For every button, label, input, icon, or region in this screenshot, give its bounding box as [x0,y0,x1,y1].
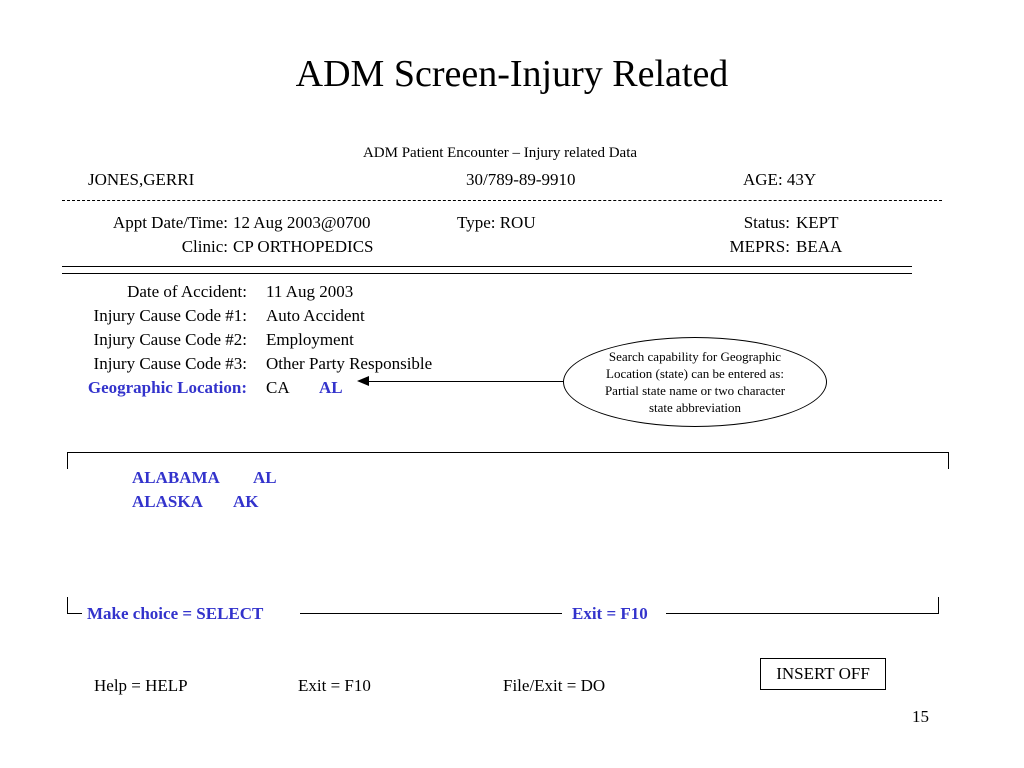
popup-exit-hint: Exit = F10 [572,604,648,623]
slide-title: ADM Screen-Injury Related [295,53,729,95]
file-exit-key-hint: File/Exit = DO [503,676,606,695]
callout-text: Search capability for Geographic Location (state) can be entered as: Partial state name or two character state abbreviation [604,349,786,415]
double-divider [62,266,912,274]
popup-frame-bottom-mid [300,613,562,614]
patient-name: JONES,GERRI [88,170,195,189]
state-option-alabama[interactable]: ALABAMA [132,468,220,487]
state-code-alaska[interactable]: AK [233,492,259,511]
status-label: Status: [743,213,790,232]
geo-location-value[interactable]: CA [266,378,290,397]
patient-age: AGE: 43Y [743,170,817,189]
callout-arrow-line [368,381,564,382]
callout-bubble [563,337,827,427]
exit-key-hint: Exit = F10 [298,676,371,695]
meprs-value: BEAA [796,237,843,256]
screen-subtitle: ADM Patient Encounter – Injury related Data [362,145,638,161]
accident-date-field[interactable]: 11 Aug 2003 [266,282,354,301]
insert-mode-indicator [760,658,886,690]
popup-frame-bottom-left [67,597,82,614]
cause-code-2-label: Injury Cause Code #2: [93,330,247,349]
cause-code-3-field[interactable]: Other Party Responsible [266,354,433,373]
cause-code-1-label: Injury Cause Code #1: [93,306,247,325]
appt-date-label: Appt Date/Time: [112,213,228,232]
clinic-value: CP ORTHOPEDICS [233,237,374,256]
geo-location-input[interactable]: AL [319,378,343,397]
patient-id: 30/789-89-9910 [466,170,576,189]
state-option-alaska[interactable]: ALASKA [132,492,203,511]
appt-date-value: 12 Aug 2003@0700 [233,213,371,232]
insert-mode-label: INSERT OFF [776,664,870,683]
cause-code-3-label: Injury Cause Code #3: [93,354,247,373]
select-hint: Make choice = SELECT [87,604,264,623]
dashed-divider [62,200,942,201]
cause-code-1-field[interactable]: Auto Accident [266,306,365,325]
help-key-hint: Help = HELP [94,676,188,695]
popup-frame-bottom-right [926,597,939,614]
popup-frame-bottom-right-line [666,613,928,614]
clinic-label: Clinic: [181,237,228,256]
page-number: 15 [912,707,929,726]
state-code-alabama[interactable]: AL [253,468,277,487]
geo-location-label: Geographic Location: [87,378,247,397]
appt-type: Type: ROU [457,213,536,232]
cause-code-2-field[interactable]: Employment [266,330,354,349]
status-value: KEPT [796,213,839,232]
popup-frame-top [67,452,949,469]
accident-date-label: Date of Accident: [127,282,247,301]
arrow-left-icon [357,376,369,386]
meprs-label: MEPRS: [729,237,790,256]
